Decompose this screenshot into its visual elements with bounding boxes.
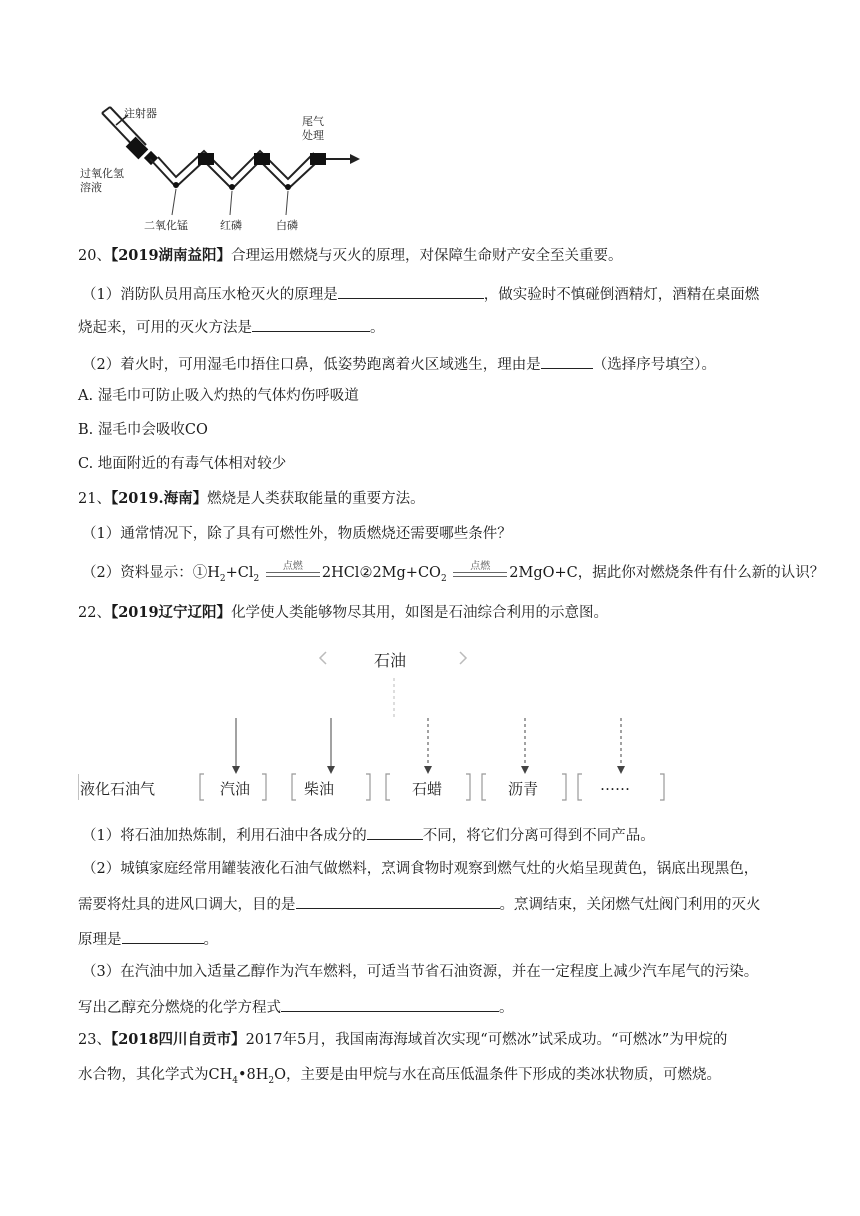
q20-option-b: B. 湿毛巾会吸收CO xyxy=(78,422,208,438)
petroleum-diagram xyxy=(78,640,778,810)
svg-text:尾气: 尾气 xyxy=(302,115,324,128)
stopper xyxy=(254,153,270,165)
svg-text:红磷: 红磷 xyxy=(220,219,242,232)
reaction-arrow: 点燃 xyxy=(453,562,507,577)
product-label: 柴油 xyxy=(304,780,335,798)
product-label: 石蜡 xyxy=(412,780,443,798)
stopper xyxy=(198,153,214,165)
answer-blank[interactable] xyxy=(281,996,499,1012)
svg-text:处理: 处理 xyxy=(302,129,324,142)
answer-blank[interactable] xyxy=(338,283,484,299)
q23-stem: 23、【2018四川自贡市】2017年5月，我国南海海域首次实现“可燃冰”试采成功。“可燃冰”为甲烷的 xyxy=(78,1031,728,1048)
q20-option-a: A. 湿毛巾可防止吸入灼热的气体灼伤呼吸道 xyxy=(78,388,359,404)
q22-part1: （1）将石油加热炼制，利用石油中各成分的 不同，将它们分离可得到不同产品。 xyxy=(82,824,655,846)
answer-blank[interactable] xyxy=(122,928,204,944)
answer-blank[interactable] xyxy=(252,316,370,332)
reaction-arrow: 点燃 xyxy=(266,562,320,577)
product-label: 液化石油气 xyxy=(80,780,156,798)
q21-stem: 21、【2019.海南】燃烧是人类获取能量的重要方法。 xyxy=(78,490,425,507)
q22-part3-line2: 写出乙醇充分燃烧的化学方程式 。 xyxy=(78,996,514,1018)
svg-text:白磷: 白磷 xyxy=(276,219,298,232)
q22-part2-line3: 原理是 。 xyxy=(78,928,218,950)
q20-part1-line1: （1）消防队员用高压水枪灭火的原理是 ，做实验时不慎碰倒酒精灯，酒精在桌面燃 xyxy=(82,283,759,305)
product-label: 沥青 xyxy=(508,780,539,798)
product-label: 汽油 xyxy=(220,780,251,798)
answer-blank[interactable] xyxy=(367,824,423,840)
answer-blank[interactable] xyxy=(541,353,593,369)
q21-part1: （1）通常情况下，除了具有可燃性外，物质燃烧还需要哪些条件？ xyxy=(82,526,512,542)
q22-part3-line1: （3）在汽油中加入适量乙醇作为汽车燃料，可适当节省石油资源，并在一定程度上减少汽车尾气的污染。 xyxy=(82,964,759,980)
q21-part2: （2）资料显示：$①H_2+Cl_2$ 点燃 $2HCl②2Mg+CO_2$ 点燃 2MgO+C，据此你对燃烧条件有什么新的认识？ xyxy=(82,561,825,584)
q20-stem: 20、【2019湖南益阳】合理运用燃烧与灭火的原理，对保障生命财产安全至关重要。 xyxy=(78,247,623,264)
q22-part2-line2: 需要将灶具的进风口调大，目的是 。烹调结束，关闭燃气灶阀门利用的灭火 xyxy=(78,893,761,915)
svg-text:过氧化氢: 过氧化氢 xyxy=(80,167,124,180)
q20-option-c: C. 地面附近的有毒气体相对较少 xyxy=(78,456,287,472)
svg-text:注射器: 注射器 xyxy=(124,107,157,120)
stopper xyxy=(310,153,326,165)
svg-text:二氧化锰: 二氧化锰 xyxy=(144,219,188,232)
diagram-top-label: 石油 xyxy=(374,651,407,670)
q20-part1-line2: 烧起来，可用的灭火方法是 。 xyxy=(78,316,385,338)
svg-text:溶液: 溶液 xyxy=(80,181,102,194)
answer-blank[interactable] xyxy=(296,893,500,909)
product-label: …… xyxy=(600,776,630,794)
q22-part2-line1: （2）城镇家庭经常用罐装液化石油气做燃料，烹调食物时观察到燃气灶的火焰呈现黄色，锅底出现黑色， xyxy=(82,861,759,877)
q23-line2: 水合物，其化学式为$CH_4•8H_2O$，主要是由甲烷与水在高压低温条件下形成的类冰状物质，可燃烧。 xyxy=(78,1067,722,1086)
q22-stem: 22、【2019辽宁辽阳】化学使人类能够物尽其用，如图是石油综合利用的示意图。 xyxy=(78,604,609,621)
q20-part2: （2）着火时，可用湿毛巾捂住口鼻，低姿势跑离着火区域逃生，理由是 （选择序号填空）。 xyxy=(82,353,716,375)
apparatus-figure xyxy=(80,95,370,245)
